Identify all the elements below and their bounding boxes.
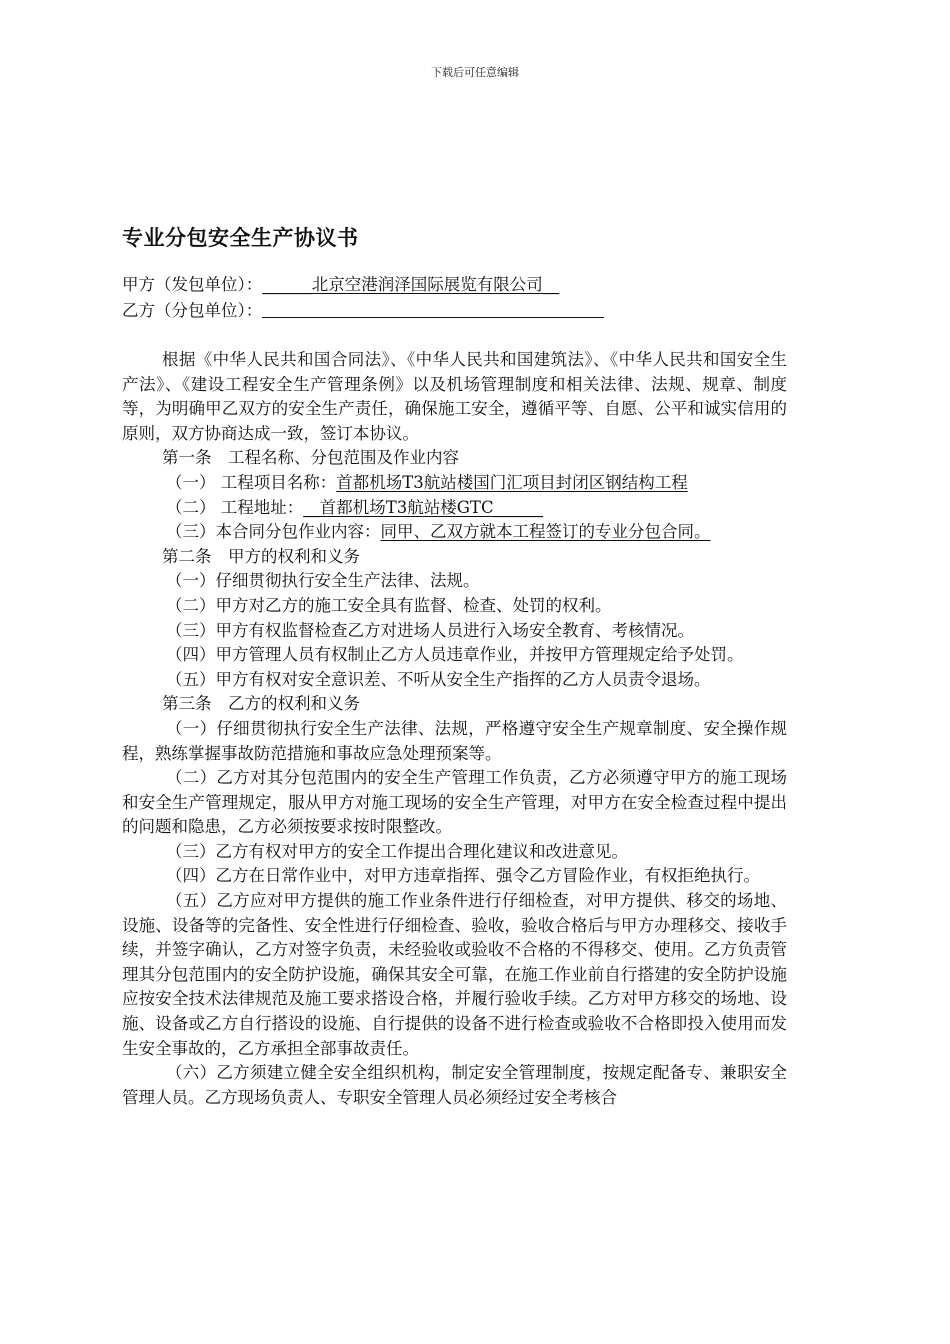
party-b-blank [262,300,604,318]
party-a-line [122,272,604,298]
project-address-value: __首都机场T3航站楼GTC______ [303,497,544,517]
party-b-label: 乙方（分包单位）： [122,301,263,320]
article-3-item-2: （二）乙方对其分包范围内的安全生产管理工作负责，乙方必须遵守甲方的施工现场和安全生产管理规定，服从甲方对施工现场的安全生产管理，对甲方在安全检查过程中提出的问题和隐患，乙方必须按要求按时限整改。 [122,768,787,837]
article-1-item-1: （一） 工程项目名称：首都机场T3航站楼国门汇项目封闭区钢结构工程 [166,472,688,492]
article-3-item-3: （三）乙方有权对甲方的安全工作提出合理化建议和改进意见。 [166,841,628,861]
article-1-item-3: （三）本合同分包作业内容：同甲、乙双方就本工程签订的专业分包合同。 [166,522,711,542]
article-2-item-4: （四）甲方管理人员有权制止乙方人员违章作业，并按甲方管理规定给予处罚。 [166,645,744,665]
article-1-item-2: （二） 工程地址：__首都机场T3航站楼GTC______ [166,497,544,517]
article-3-heading: 第三条 乙方的权利和义务 [162,694,360,714]
preamble-paragraph: 根据《中华人民共和国合同法》、《中华人民共和国建筑法》、《中华人民共和国安全生产法》、《建设工程安全生产管理条例》以及机场管理制度和相关法律、法规、规章、制度等，为明确甲乙双方的安全生产责任，确保施工安全，遵循平等、自愿、公平和诚实信用的原则，双方协商达成一致，签订本协议。 [122,350,787,443]
article-3-item-4: （四）乙方在日常作业中，对甲方违章指挥、强令乙方冒险作业，有权拒绝执行。 [166,866,760,886]
document-title: 专业分包安全生产协议书 [122,226,359,250]
article-3-item-5: （五）乙方应对甲方提供的施工作业条件进行仔细检查，对甲方提供、移交的场地、设施、设备等的完备性、安全性进行仔细检查、验收，验收合格后与甲方办理移交、接收手续，并签字确认，乙方对签字负责，未经验收或验收不合格的不得移交、使用。乙方负责管理其分包范围内的安全防护设施，确保其安全可靠，在施工作业前自行搭建的安全防护设施应按安全技术法律规范及施工要求搭设合格，并履行验收手续。乙方对甲方移交的场地、设施、设备或乙方自行搭设的设施、自行提供的设备不进行检查或验收不合格即投入使用而发生安全事故的，乙方承担全部事故责任。 [122,891,787,1058]
article-2-item-3: （三）甲方有权监督检查乙方对进场人员进行入场安全教育、考核情况。 [166,620,694,640]
article-3-item-6: （六）乙方须建立健全安全组织机构，制定安全管理制度，按规定配备专、兼职安全管理人员。乙方现场负责人、专职安全管理人员必须经过安全考核合 [122,1063,787,1107]
parties-block [122,272,604,324]
party-a-value: ______北京空港润泽国际展览有限公司__ [262,275,560,294]
article-3-item-1: （一）仔细贯彻执行安全生产法律、法规，严格遵守安全生产规章制度、安全操作规程，熟练掌握事故防范措施和事故应急处理预案等。 [122,718,787,763]
article-2-item-2: （二）甲方对乙方的施工安全具有监督、检查、处罚的权利。 [166,595,612,615]
party-a-label: 甲方（发包单位）： [122,275,263,294]
page-header: 下载后可任意编辑 [431,66,519,79]
party-b-line [122,298,604,324]
article-1-heading: 第一条 工程名称、分包范围及作业内容 [162,448,459,468]
article-2-item-1: （一）仔细贯彻执行安全生产法律、法规。 [166,571,480,591]
article-2-heading: 第二条 甲方的权利和义务 [162,546,360,566]
article-2-item-5: （五）甲方有权对安全意识差、不听从安全生产指挥的乙方人员责令退场。 [166,669,711,689]
project-name-value: 首都机场T3航站楼国门汇项目封闭区钢结构工程 [336,472,688,492]
agreement-body [122,348,787,1110]
scope-value: 同甲、乙双方就本工程签订的专业分包合同。 [380,522,711,542]
